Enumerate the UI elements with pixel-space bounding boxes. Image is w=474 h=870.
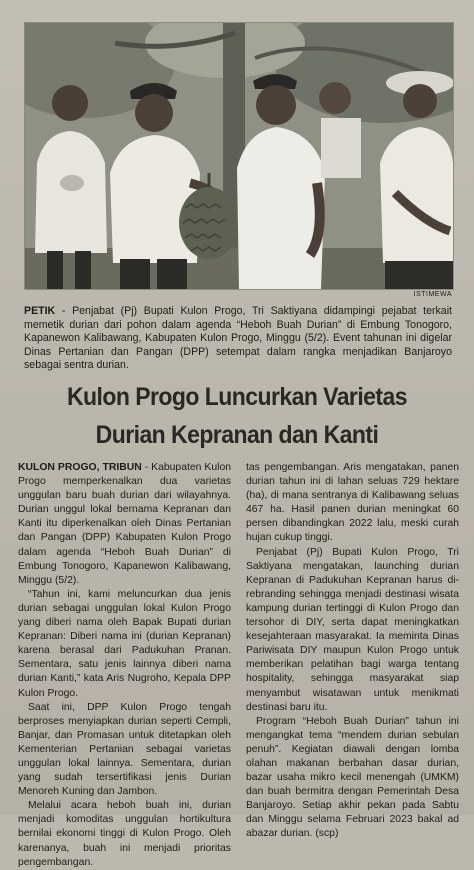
caption-text: - Penjabat (Pj) Bupati Kulon Progo, Tri Saktiyana didampingi pejabat terkait memetik durian dari pohon dalam agenda “Heboh Buah Durian” di Embung Tonogoro, Kapanewon Kalibawang, Kabupaten Kulon Progo, Minggu (5/2). Event tahunan ini digelar Dinas Pertanian dan Pangan (DPP) setempat dalam rangka menjadikan Banjaroyo sebagai sentra durian. [24,305,452,372]
article-paragraph: Melalui acara heboh buah ini, durian menjadi komoditas unggulan hortikultura bernilai ekonomi tinggi di Kulon Progo. Oleh karenanya, buah ini menjadi prioritas pengembangan. [18,800,231,868]
paragraph-text: - Kabupaten Kulon Progo memperkenalkan dua varietas unggulan baru buah durian dari wilayahnya. Durian unggul lokal bernama Kepranan dan Kanti itu diperkenalkan oleh Dinas Pertanian dan Pangan (DPP) Kabupaten Kulon Progo dalam agenda “Heboh Buah Durian” di Embung Tonogoro, Kapanewon Kalibawang, Minggu (5/2). [18,462,231,586]
photo-illustration [25,23,453,289]
article-paragraph: Saat ini, DPP Kulon Progo tengah berproses menyiapkan durian seperti Cempli, Banjar, dan Promasan untuk ditetapkan oleh Kementerian Pertanian sebagai varietas unggulan lokal lainnya. Sementara, durian yang sudah tersertifikasi jenis Durian Menoreh Kuning dan Jambon. [18,701,231,798]
article-paragraph: “Tahun ini, kami meluncurkan dua jenis durian sebagai unggulan lokal Kulon Progo yang diberi nama oleh Bapak Bupati durian Kepranan: Diberi nama ini (durian Kepranan) karena berasal dari Padukuhan Pranan. Sementara, satu jenis lainnya diberi nama durian Kanti,” kata Aris Nugroho, Kepala DPP Kulon Progo. [18,588,231,699]
article-paragraph: Program “Heboh Buah Durian” tahun ini mengangkat tema “mendem durian sebulan penuh”. Kegiatan diawali dengan lomba olahan makanan berbahan dasar durian, bazar usaha mikro kecil menengah (UMKM) dan buah bermitra dengan Pemerintah Desa Banjaroyo. Setiap akhir pekan pada Sabtu dan Minggu selama Februari 2023 bakal ad abazar durian. (scp) [246,715,459,840]
headline-line-2: Durian Kepranan dan Kanti [95,421,379,449]
caption-lead: PETIK [24,305,56,317]
article-paragraph [18,461,231,588]
photo-credit: ISTIMEWA [413,291,452,298]
headline-line-1: Kulon Progo Luncurkan Varietas [66,383,407,411]
article-column-right [246,461,459,842]
article-paragraph: Penjabat (Pj) Bupati Kulon Progo, Tri Saktiyana mengatakan, launching durian Kepranan di Padukuhan Kepranan harus di-rebranding sehingga menjadi destinasi wisata kampung durian tertinggi di Kulon Progo dan tersohor di DIY, serta dapat meningkatkan kesejahteraan masyarakat. Ia meminta Dinas Pariwisata DIY maupun Kulon Progo untuk memberikan pelatihan bagi warga tentang hospitality, sehingga masyarakat siap menyambut wisatawan untuk menikmati destinasi baru itu. [246,546,459,713]
news-photo [24,22,454,290]
article-column-left [18,461,231,870]
article-paragraph: tas pengembangan. Aris mengatakan, panen durian tahun ini di lahan seluas 729 hektare (ha), di mana sentranya di Kalibawang seluas 467 ha. Hasil panen durian meningkat 60 persen dibandingkan 2022 lalu, meski curah hujan cukup tinggi. [246,462,459,544]
dateline: KULON PROGO, TRIBUN [18,462,142,473]
photo-caption [24,305,452,373]
